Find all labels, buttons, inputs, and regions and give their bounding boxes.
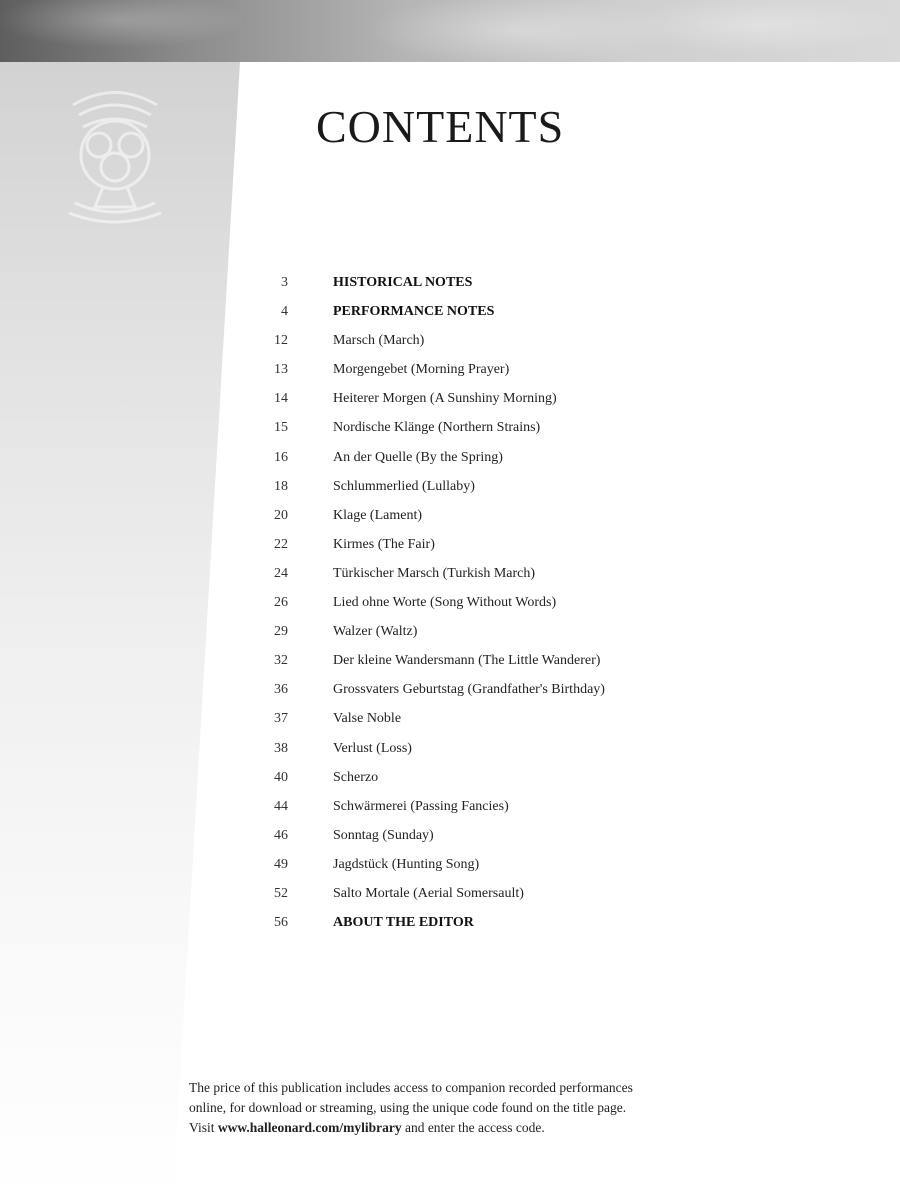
toc-entry-title: Schwärmerei (Passing Fancies) [333,798,509,814]
toc-entry-title: Grossvaters Geburtstag (Grandfather's Birthday) [333,682,605,698]
toc-entry [0,530,900,559]
toc-entry [0,268,900,297]
toc-page-number: 3 [281,275,288,290]
library-url-link[interactable]: www.halleonard.com/mylibrary [217,1120,402,1135]
toc-page-number: 49 [274,856,288,872]
toc-entry [0,559,900,588]
toc-entry [0,297,900,326]
footer-line [189,1118,749,1138]
toc-page-number: 26 [274,595,288,611]
toc-page-number: 12 [274,333,288,349]
toc-page-number: 44 [274,798,288,814]
toc-page-number: 15 [274,420,288,436]
toc-entry-title: Jagdstück (Hunting Song) [333,856,480,872]
toc-entry [0,617,900,646]
toc-page-number: 56 [274,915,288,931]
toc-entry [0,413,900,442]
toc-entry-title: Morgengebet (Morning Prayer) [333,362,510,378]
toc-entry [0,326,900,355]
table-of-contents [0,268,900,937]
publisher-emblem-icon [55,75,175,230]
toc-entry-title: Scherzo [333,769,379,785]
footer-text: Visit [189,1120,218,1135]
toc-entry-title: Der kleine Wandersmann (The Little Wanderer) [333,653,601,669]
toc-entry [0,734,900,763]
toc-entry [0,763,900,792]
toc-page-number: 18 [274,478,288,494]
toc-page-number: 20 [274,507,288,523]
page-title: CONTENTS [316,101,565,152]
toc-entry-title: An der Quelle (By the Spring) [333,449,503,465]
toc-entry [0,588,900,617]
toc-page-number: 40 [274,769,288,785]
toc-page-number: 13 [274,362,288,378]
toc-entry [0,908,900,937]
toc-entry [0,384,900,413]
toc-page-number: 14 [274,391,288,407]
toc-entry [0,675,900,704]
toc-page-number: 24 [274,565,288,581]
toc-page-number: 37 [274,711,288,727]
toc-entry-title: Klage (Lament) [333,507,423,523]
toc-entry-title: ABOUT THE EDITOR [333,915,474,931]
toc-entry-title: Lied ohne Worte (Song Without Words) [333,595,557,611]
toc-entry [0,879,900,908]
toc-entry-title: Valse Noble [333,711,402,727]
toc-entry [0,355,900,384]
toc-page-number: 38 [274,740,288,756]
toc-entry [0,704,900,733]
footer-note [189,1078,749,1138]
toc-entry [0,821,900,850]
toc-page-number: 29 [274,624,288,640]
toc-entry-title: Walzer (Waltz) [333,624,418,640]
toc-page-number: 46 [274,827,288,843]
toc-entry [0,443,900,472]
toc-entry-title: Salto Mortale (Aerial Somersault) [333,885,524,901]
toc-entry-title: Nordische Klänge (Northern Strains) [333,420,541,436]
toc-page-number: 22 [274,536,288,552]
toc-entry [0,792,900,821]
toc-page-number: 16 [274,449,288,465]
footer-line: online, for download or streaming, using the unique code found on the title page. [189,1100,627,1115]
toc-entry [0,646,900,675]
toc-entry-title: Verlust (Loss) [333,740,412,756]
toc-entry [0,501,900,530]
footer-line: The price of this publication includes access to companion recorded performances [189,1080,633,1095]
toc-entry [0,850,900,879]
toc-entry-title: Marsch (March) [333,333,425,349]
toc-page-number: 36 [274,682,288,698]
footer-text: and enter the access code. [401,1120,545,1135]
toc-page-number: 52 [274,885,288,901]
toc-entry-title: PERFORMANCE NOTES [333,304,495,320]
toc-entry-title: Sonntag (Sunday) [333,827,434,843]
toc-page-number: 32 [274,653,288,669]
top-decorative-band [0,0,900,62]
toc-entry-title: Heiterer Morgen (A Sunshiny Morning) [333,391,557,407]
toc-page-number: 4 [281,304,288,320]
toc-entry [0,472,900,501]
toc-entry-title: Schlummerlied (Lullaby) [333,478,475,494]
toc-entry-title: Türkischer Marsch (Turkish March) [333,565,536,581]
toc-entry-title: HISTORICAL NOTES [333,275,473,290]
toc-entry-title: Kirmes (The Fair) [333,536,435,552]
